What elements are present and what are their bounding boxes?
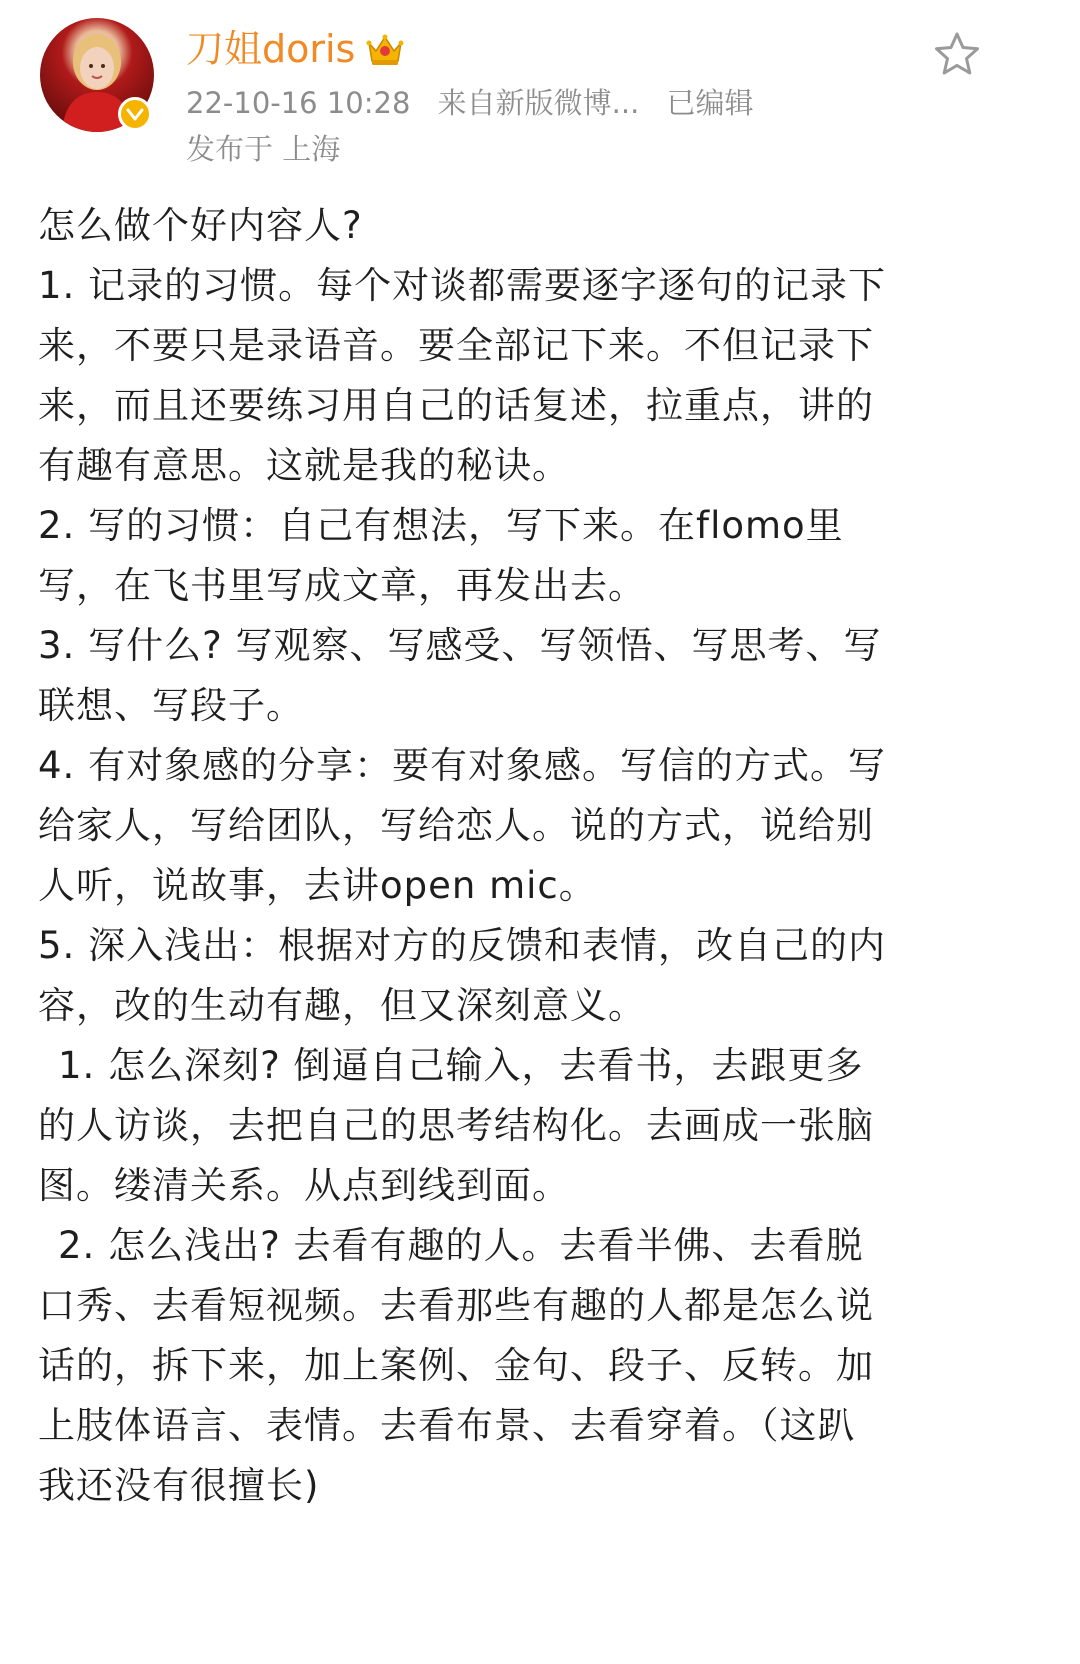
post-line: 联想、写段子。	[38, 684, 304, 727]
post-line: 人听，说故事，去讲open mic。	[38, 864, 597, 907]
post-line: 4. 有对象感的分享：要有对象感。写信的方式。写	[38, 744, 887, 787]
post-line: 怎么做个好内容人?	[38, 204, 363, 247]
post-line: 写，在飞书里写成文章，再发出去。	[38, 564, 646, 607]
post-line: 有趣有意思。这就是我的秘诀。	[38, 444, 570, 487]
post-header	[0, 0, 1080, 190]
post-line: 5. 深入浅出：根据对方的反馈和表情，改自己的内	[38, 924, 887, 967]
user-name[interactable]: 刀姐doris	[186, 27, 356, 71]
post-body	[38, 196, 978, 1516]
post-line: 图。缕清关系。从点到线到面。	[38, 1164, 570, 1207]
favorite-button[interactable]	[932, 30, 982, 78]
post-line: 我还没有很擅长)	[38, 1464, 320, 1507]
post-location: 发布于 上海	[186, 132, 341, 166]
post-line: 给家人，写给团队，写给恋人。说的方式，说给别	[38, 804, 874, 847]
post-edited-label[interactable]: 已编辑	[666, 86, 754, 120]
post-line: 容，改的生动有趣，但又深刻意义。	[38, 984, 646, 1027]
post-line: 3. 写什么? 写观察、写感受、写领悟、写思考、写	[38, 624, 882, 667]
crown-icon	[365, 31, 405, 67]
post-line: 上肢体语言、表情。去看布景、去看穿着。（这趴	[38, 1404, 856, 1447]
post-timestamp: 22-10-16 10:28	[186, 86, 411, 120]
post-line: 2. 写的习惯：自己有想法，写下来。在flomo里	[38, 504, 844, 547]
user-name-row[interactable]	[186, 26, 405, 72]
post-line: 的人访谈，去把自己的思考结构化。去画成一张脑	[38, 1104, 874, 1147]
post-line: 来，而且还要练习用自己的话复述，拉重点，讲的	[38, 384, 874, 427]
post-line: 口秀、去看短视频。去看那些有趣的人都是怎么说	[38, 1284, 874, 1327]
post-line: 话的，拆下来，加上案例、金句、段子、反转。加	[38, 1344, 874, 1387]
star-icon	[932, 30, 982, 78]
post-source[interactable]: 来自新版微博...	[437, 86, 640, 120]
post-meta	[186, 84, 772, 122]
verified-badge-icon	[118, 97, 152, 131]
post-line: 1. 怎么深刻? 倒逼自己输入，去看书，去跟更多	[58, 1044, 864, 1087]
post-line: 1. 记录的习惯。每个对谈都需要逐字逐句的记录下	[38, 264, 887, 307]
post-line: 2. 怎么浅出? 去看有趣的人。去看半佛、去看脱	[58, 1224, 864, 1267]
post-line: 来，不要只是录语音。要全部记下来。不但记录下	[38, 324, 874, 367]
